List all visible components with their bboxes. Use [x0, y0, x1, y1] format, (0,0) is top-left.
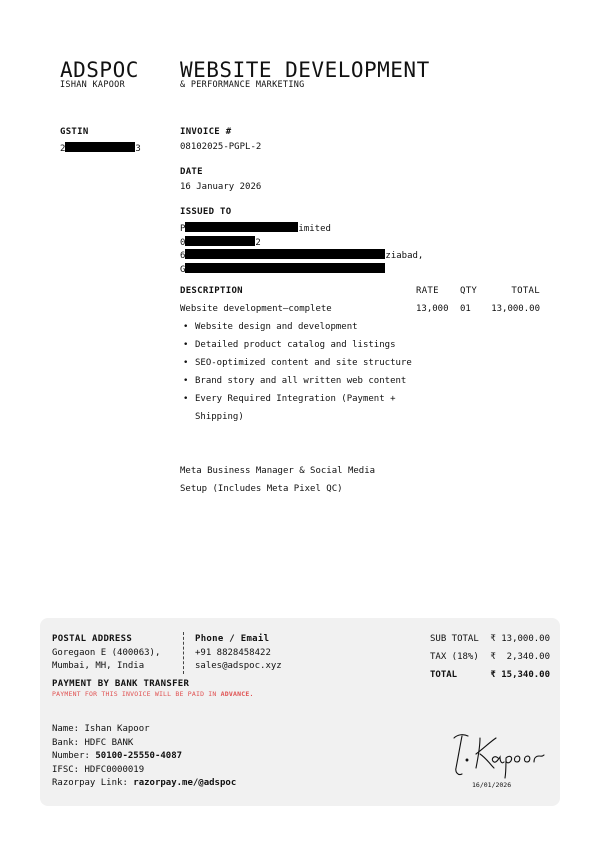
account-name: Ishan Kapoor: [84, 724, 150, 734]
date-label: DATE: [180, 167, 203, 177]
signature-image: [440, 724, 550, 784]
invoice-number-label: INVOICE #: [180, 127, 232, 137]
brand-name: ADSPOC: [60, 58, 139, 82]
issued-to-line-2-prefix: 0: [180, 238, 186, 248]
ifsc-label: IFSC:: [52, 765, 80, 775]
signature-date: 16/01/2026: [472, 781, 512, 789]
razorpay-label: Razorpay Link:: [52, 778, 128, 788]
item-rate: 13,000: [416, 304, 449, 314]
bank-label: Bank:: [52, 738, 80, 748]
document-title: WEBSITE DEVELOPMENT: [180, 58, 430, 82]
redaction-bar: [65, 142, 135, 152]
gstin-prefix: 2: [60, 144, 66, 154]
payment-note-text: PAYMENT FOR THIS INVOICE WILL BE PAID IN: [52, 690, 221, 698]
issued-to-line-4: [180, 263, 385, 275]
razorpay-link[interactable]: razorpay.me/@adspoc: [133, 778, 237, 788]
description-header: DESCRIPTION: [180, 286, 243, 296]
list-item: • Every Required Integration (Payment + Shipping): [180, 390, 420, 426]
razorpay-row: [52, 778, 236, 788]
issued-to-line-3-suffix: ziabad,: [385, 251, 424, 261]
item-extra-line-1: Meta Business Manager & Social Media: [180, 466, 376, 476]
redaction-bar: [185, 263, 385, 273]
list-item: • Website design and development: [180, 318, 420, 336]
payment-method-label: PAYMENT BY BANK TRANSFER: [52, 679, 190, 689]
redaction-bar: [185, 236, 255, 246]
subtotal-value: ₹ 13,000.00: [490, 634, 550, 644]
account-number-label: Number:: [52, 751, 90, 761]
issued-to-line-2-suffix: 2: [255, 238, 261, 248]
postal-address-line-2: Mumbai, MH, India: [52, 661, 145, 671]
issued-to-line-3-prefix: 6: [180, 251, 186, 261]
issued-to-line-2: [180, 236, 261, 248]
brand-owner: ISHAN KAPOOR: [60, 80, 126, 90]
invoice-date: 16 January 2026: [180, 182, 262, 192]
item-bullet-list: [180, 318, 420, 426]
issued-to-line-3: [180, 249, 423, 261]
bank-name: HDFC BANK: [84, 738, 134, 748]
payment-note: [52, 690, 254, 698]
subtotal-label: SUB TOTAL: [430, 634, 479, 644]
phone-number: +91 8828458422: [195, 648, 271, 658]
list-item: • Brand story and all written web content: [180, 372, 420, 390]
ifsc-row: [52, 765, 144, 775]
invoice-number: 08102025-PGPL-2: [180, 142, 262, 152]
account-number-row: [52, 751, 182, 761]
postal-address-label: POSTAL ADDRESS: [52, 634, 133, 644]
issued-to-line-1: [180, 222, 331, 234]
issued-to-line-1-prefix: P: [180, 224, 186, 234]
account-name-label: Name:: [52, 724, 80, 734]
tax-label: TAX (18%): [430, 652, 479, 662]
bank-row: [52, 738, 133, 748]
issued-to-line-1-suffix: imited: [298, 224, 331, 234]
item-total: 13,000.00: [491, 304, 540, 314]
gstin-suffix: 3: [135, 144, 141, 154]
qty-header: QTY: [460, 286, 478, 296]
ifsc-code: HDFC0000019: [84, 765, 145, 775]
email-address[interactable]: sales@adspoc.xyz: [195, 661, 282, 671]
footer-divider: [183, 632, 184, 674]
redaction-bar: [185, 222, 298, 232]
postal-address-line-1: Goregaon E (400063),: [52, 648, 161, 658]
redaction-bar: [185, 249, 385, 259]
issued-to-label: ISSUED TO: [180, 207, 232, 217]
rate-header: RATE: [416, 286, 439, 296]
item-qty: 01: [460, 304, 471, 314]
issued-to-line-4-prefix: G: [180, 265, 186, 275]
item-extra-line-2: Setup (Includes Meta Pixel QC): [180, 484, 343, 494]
item-description: Website development–complete: [180, 304, 332, 314]
contact-label: Phone / Email: [195, 634, 270, 644]
document-subtitle: & PERFORMANCE MARKETING: [180, 80, 305, 90]
account-name-row: [52, 724, 150, 734]
total-header: TOTAL: [511, 286, 540, 296]
payment-note-emphasis: ADVANCE.: [220, 690, 254, 698]
list-item: • SEO-optimized content and site structure: [180, 354, 420, 372]
total-label: TOTAL: [430, 670, 458, 680]
gstin-value: [60, 142, 141, 154]
list-item: • Detailed product catalog and listings: [180, 336, 420, 354]
account-number: 50100-25550-4087: [95, 751, 183, 761]
gstin-label: GSTIN: [60, 127, 89, 137]
tax-value: ₹ 2,340.00: [490, 652, 550, 662]
total-value: ₹ 15,340.00: [490, 670, 550, 680]
